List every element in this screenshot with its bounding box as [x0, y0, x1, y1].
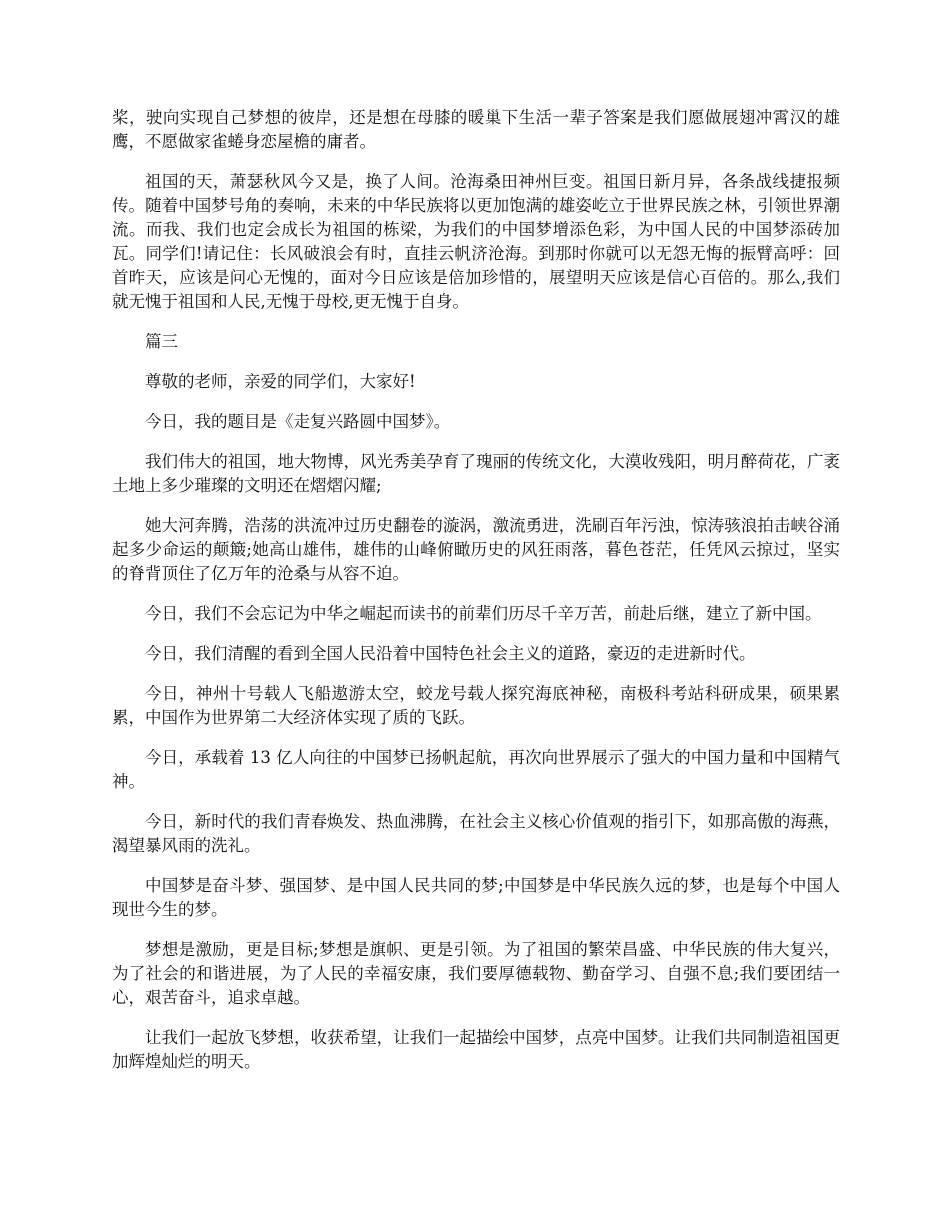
paragraph-new-era: 今日，我们清醒的看到全国人民沿着中国特色社会主义的道路，豪迈的走进新时代。 — [145, 644, 756, 663]
paragraph-continuation: 桨，驶向实现自己梦想的彼岸，还是想在母膝的暖巢下生活一辈子答案是我们愿做展翅冲霄汉的雄鹰，不愿做家雀蜷身恋屋檐的庸者。 — [112, 108, 840, 151]
paragraph-motherland: 祖国的天，萧瑟秋风今又是，换了人间。沧海桑田神州巨变。祖国日新月异，各条战线捷报频传。随着中国梦号角的奏响，未来的中华民族将以更加饱满的雄姿屹立于世界民族之林，引领世界潮流。而我、我们也定会成长为祖国的栋梁，为我们的中国梦增添色彩，为中国人民的中国梦添砖加瓦。同学们!请记住：长风破浪会有时，直挂云帆济沧海。到那时你就可以无怨无悔的振臂高呼：回首昨天，应该是问心无愧的，面对今日应该是倍加珍惜的，展望明天应该是信心百倍的。那么,我们就无愧于祖国和人民,无愧于母校,更无愧于自身。 — [112, 172, 840, 311]
paragraph-youth: 今日，新时代的我们青春焕发、热血沸腾，在社会主义核心价值观的指引下，如那高傲的海燕，渴望暴风雨的洗礼。 — [112, 812, 840, 855]
paragraph-great-motherland: 我们伟大的祖国，地大物博，风光秀美孕育了瑰丽的传统文化，大漠收残阳，明月醉荷花，广袤土地上多少璀璨的文明还在熠熠闪耀; — [112, 452, 840, 495]
paragraph-river: 她大河奔腾，浩荡的洪流冲过历史翻卷的漩涡，激流勇进，洗刷百年污浊，惊涛骇浪拍击峡谷涌起多少命运的颠簸;她高山雄伟，雄伟的山峰俯瞰历史的风狂雨落，暮色苍茫，任凭风云掠过，坚实的脊背顶住了亿万年的沧桑与从容不迫。 — [112, 516, 840, 583]
paragraph-chinese-dream-sets-sail: 今日，承载着 13 亿人向往的中国梦已扬帆起航，再次向世界展示了强大的中国力量和中国精气神。 — [112, 748, 840, 791]
paragraph-greeting: 尊敬的老师，亲爱的同学们，大家好! — [145, 372, 416, 391]
section-heading: 篇三 — [145, 332, 178, 351]
paragraph-closing: 让我们一起放飞梦想，收获希望，让我们一起描绘中国梦，点亮中国梦。让我们共同制造祖国更加辉煌灿烂的明天。 — [112, 1028, 840, 1071]
document-page — [112, 106, 840, 1090]
paragraph-predecessors: 今日，我们不会忘记为中华之崛起而读书的前辈们历尽千辛万苦，前赴后继，建立了新中国。 — [145, 604, 822, 623]
paragraph-topic: 今日，我的题目是《走复兴路圆中国梦》。 — [145, 412, 451, 431]
paragraph-achievements: 今日，神州十号载人飞船遨游太空，蛟龙号载人探究海底神秘，南极科考站科研成果，硕果累累，中国作为世界第二大经济体实现了质的飞跃。 — [112, 684, 840, 727]
paragraph-dream-inspiration: 梦想是激励，更是目标;梦想是旗帜、更是引领。为了祖国的繁荣昌盛、中华民族的伟大复兴，为了社会的和谐进展，为了人民的幸福安康，我们要厚德载物、勤奋学习、自强不息;我们要团结一心，艰苦奋斗，追求卓越。 — [112, 940, 840, 1007]
paragraph-dream-definition: 中国梦是奋斗梦、强国梦、是中国人民共同的梦;中国梦是中华民族久远的梦，也是每个中国人现世今生的梦。 — [112, 876, 840, 919]
